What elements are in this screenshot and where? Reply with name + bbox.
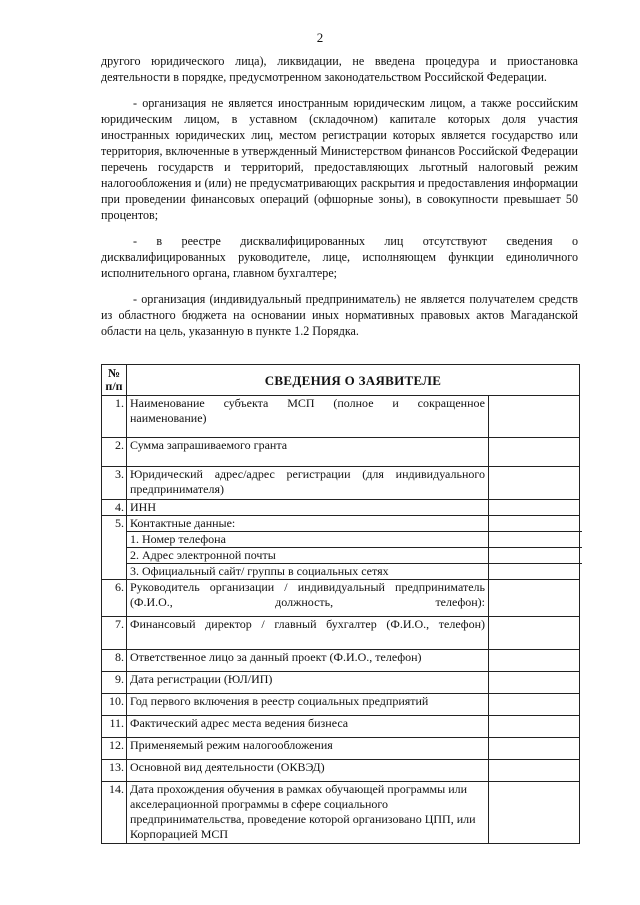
row-number: 10. — [102, 694, 127, 716]
table-row — [102, 467, 580, 500]
table-row — [102, 760, 580, 782]
table-row — [102, 716, 580, 738]
row-number: 11. — [102, 716, 127, 738]
value-cell[interactable] — [489, 580, 580, 617]
paragraph: - организация (индивидуальный предприниматель) не является получателем средств из областного бюджета на основании иных нормативных правовых актов Магаданской области на цель, указанную в пункте 1.2 Порядка. — [101, 292, 578, 338]
row-label: Руководитель организации / индивидуальный предприниматель (Ф.И.О., должность, телефон): — [127, 580, 489, 617]
value-cell[interactable] — [489, 694, 580, 716]
table-header-row — [102, 365, 580, 396]
table-row — [102, 580, 580, 617]
value-cell[interactable] — [489, 738, 580, 760]
row-number: 12. — [102, 738, 127, 760]
row-number: 14. — [102, 782, 127, 844]
page-number: 2 — [316, 30, 324, 45]
row-label: Финансовый директор / главный бухгалтер (Ф.И.О., телефон) — [127, 617, 489, 650]
applicant-info-table — [101, 364, 580, 844]
row-number: 6. — [102, 580, 127, 617]
row-number: 7. — [102, 617, 127, 650]
value-cell[interactable] — [489, 438, 580, 467]
row-label: Дата прохождения обучения в рамках обучающей программы или акселерационной программы в сфере социального предпринимательства, проведение которой организовано ЦПП, или Корпорацией МСП — [127, 782, 489, 844]
paragraph: другого юридического лица), ликвидации, не введена процедура и приостановка деятельности в порядке, предусмотренном законодательством Российской Федерации. — [101, 54, 578, 84]
value-cell[interactable] — [489, 716, 580, 738]
value-cell[interactable] — [489, 617, 580, 650]
row-label: Применяемый режим налогообложения — [127, 738, 489, 760]
body-text — [101, 53, 578, 349]
value-cell[interactable] — [489, 760, 580, 782]
table-title: СВЕДЕНИЯ О ЗАЯВИТЕЛЕ — [127, 365, 580, 396]
value-cell[interactable] — [489, 650, 580, 672]
paragraph: - организация не является иностранным юридическим лицом, а также российским юридическим лицом, в уставном (складочном) капитале которых доля участия иностранных юридических лиц, местом регистрации которых является государство или территория, включенные в утвержденный Министерством финансов Российской Федерации перечень государств и территорий, предоставляющих льготный налоговый режим налогообложения и (или) не предусматривающих раскрытия и предоставления информации при проведении финансовых операций (офшорные зоны), в совокупности превышает 50 процентов; — [101, 96, 578, 222]
table-row — [102, 396, 580, 438]
row-number: 8. — [102, 650, 127, 672]
value-cell[interactable] — [486, 531, 582, 547]
row-number: 3. — [102, 467, 127, 500]
table-row — [102, 438, 580, 467]
table-row — [102, 500, 580, 516]
row-label: Дата регистрации (ЮЛ/ИП) — [127, 672, 489, 694]
row-number: 5. — [102, 516, 127, 580]
row-number: 13. — [102, 760, 127, 782]
contact-email-label: 2. Адрес электронной почты — [127, 547, 488, 563]
row-number: 9. — [102, 672, 127, 694]
table-row — [102, 650, 580, 672]
contact-website-label: 3. Официальный сайт/ группы в социальных сетях — [127, 563, 488, 579]
table-row — [102, 672, 580, 694]
row-label: Фактический адрес места ведения бизнеса — [127, 716, 489, 738]
row-label: Юридический адрес/адрес регистрации (для индивидуального предпринимателя) — [127, 467, 489, 500]
row-label: Контактные данные: — [130, 516, 236, 530]
table-row — [102, 617, 580, 650]
row-number: 2. — [102, 438, 127, 467]
value-cell[interactable] — [486, 547, 582, 563]
row-number: 4. — [102, 500, 127, 516]
value-cell[interactable] — [489, 672, 580, 694]
row-number: 1. — [102, 396, 127, 438]
table-row — [102, 516, 580, 580]
column-header-number: № п/п — [102, 365, 127, 396]
value-cell[interactable] — [489, 396, 580, 438]
row-label: ИНН — [127, 500, 489, 516]
paragraph: - в реестре дисквалифицированных лиц отсутствуют сведения о дисквалифицированных руководителе, лице, исполняющем функции единоличного исполнительного органа, главном бухгалтере; — [101, 234, 578, 280]
table-row — [102, 738, 580, 760]
contact-value-cell — [489, 516, 580, 580]
contact-phone-label: 1. Номер телефона — [127, 531, 488, 547]
value-cell[interactable] — [489, 782, 580, 844]
row-label: Ответственное лицо за данный проект (Ф.И.О., телефон) — [127, 650, 489, 672]
contact-data-cell — [127, 516, 489, 580]
row-label: Наименование субъекта МСП (полное и сокращенное наименование) — [127, 396, 489, 438]
row-label: Основной вид деятельности (ОКВЭД) — [127, 760, 489, 782]
row-label: Год первого включения в реестр социальных предприятий — [127, 694, 489, 716]
value-cell[interactable] — [486, 516, 582, 531]
table-row — [102, 694, 580, 716]
value-cell[interactable] — [486, 563, 582, 579]
table-row — [102, 782, 580, 844]
row-label: Сумма запрашиваемого гранта — [127, 438, 489, 467]
value-cell[interactable] — [489, 500, 580, 516]
value-cell[interactable] — [489, 467, 580, 500]
